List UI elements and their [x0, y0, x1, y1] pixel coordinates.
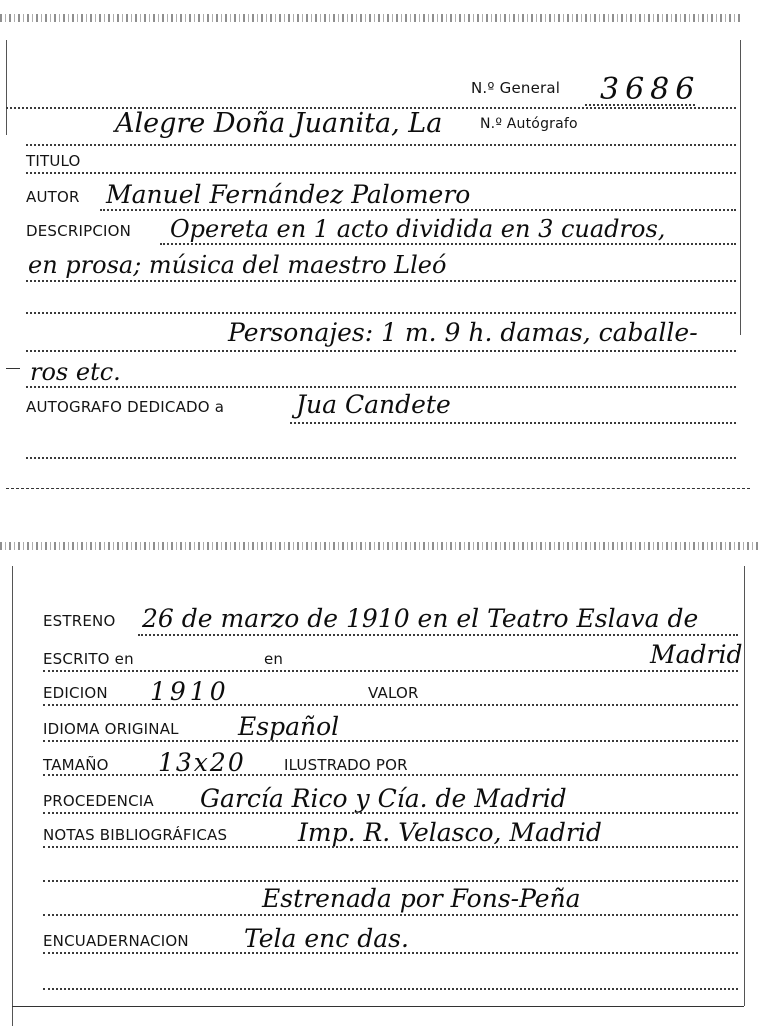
en-label: en	[264, 650, 284, 668]
escrito-value: Madrid	[650, 640, 743, 669]
numero-general-value: 3686	[600, 72, 701, 107]
encuadernacion-value: Tela enc das.	[244, 924, 409, 953]
personajes-line-2: ros etc.	[30, 358, 121, 386]
dedicado-value: Jua Candete	[296, 390, 451, 419]
descripcion-label: DESCRIPCION	[26, 222, 132, 240]
edicion-value: 1910	[150, 677, 230, 706]
personajes-margin-mark	[6, 368, 20, 369]
descripcion-line-2-rule	[26, 280, 736, 282]
card-top-left-border	[6, 40, 7, 135]
tamano-label: TAMAÑO	[43, 756, 109, 774]
procedencia-line	[43, 812, 738, 814]
card-top-edge-noise	[0, 14, 740, 22]
card-bottom-edge-noise	[0, 542, 759, 550]
numero-general-label: N.º General	[471, 79, 561, 97]
dedicado-label: AUTOGRAFO DEDICADO a	[26, 398, 225, 416]
procedencia-value: García Rico y Cía. de Madrid	[200, 784, 567, 813]
notas-label: NOTAS BIBLIOGRÁFICAS	[43, 826, 228, 844]
escrito-label: ESCRITO en	[43, 650, 134, 668]
rule-line-3	[26, 172, 736, 174]
notas-value: Imp. R. Velasco, Madrid	[298, 818, 602, 847]
tamano-line	[43, 774, 738, 776]
numero-general-line	[585, 104, 695, 106]
tamano-value: 13x20	[158, 748, 246, 777]
estreno-value: 26 de marzo de 1910 en el Teatro Eslava de	[142, 604, 699, 633]
autor-line	[100, 209, 736, 211]
valor-label: VALOR	[368, 684, 419, 702]
procedencia-label: PROCEDENCIA	[43, 792, 154, 810]
idioma-label: IDIOMA ORIGINAL	[43, 720, 179, 738]
rule-line-5	[26, 457, 736, 459]
card-top-right-border	[740, 40, 741, 335]
titulo-label: TITULO	[26, 152, 81, 170]
encuadernacion-label: ENCUADERNACION	[43, 932, 189, 950]
rule-line-2	[26, 144, 736, 146]
edicion-label: EDICION	[43, 684, 108, 702]
encuadernacion-line	[43, 952, 738, 954]
dedicado-line	[290, 422, 736, 424]
card-top-bottom-edge	[6, 488, 750, 489]
rule-line-6	[43, 880, 738, 882]
notas-line-2: Estrenada por Fons-Peña	[262, 884, 581, 913]
personajes-line-2-rule	[26, 386, 736, 388]
descripcion-line-1: Opereta en 1 acto dividida en 3 cuadros,	[170, 215, 666, 243]
estreno-line	[138, 634, 738, 636]
personajes-line-1: Personajes: 1 m. 9 h. damas, caballe-	[228, 318, 698, 347]
autor-label: AUTOR	[26, 188, 80, 206]
notas-line-2-rule	[43, 914, 738, 916]
idioma-value: Español	[238, 712, 340, 741]
autografo-label: N.º Autógrafo	[480, 116, 578, 132]
ilustrado-label: ILUSTRADO POR	[284, 756, 408, 774]
autor-value: Manuel Fernández Palomero	[106, 180, 471, 209]
card-bottom-left-border	[12, 566, 13, 1026]
descripcion-line-2: en prosa; música del maestro Lleó	[28, 251, 447, 279]
escrito-line	[43, 670, 738, 672]
card-top	[0, 0, 759, 500]
edicion-line	[43, 704, 738, 706]
card-bottom-right-border	[744, 566, 745, 1006]
notas-line	[43, 846, 738, 848]
personajes-line-1-rule	[26, 350, 736, 352]
card-bottom-bottom-edge	[12, 1006, 744, 1007]
rule-line-7	[43, 988, 738, 990]
descripcion-line-1-rule	[160, 243, 736, 245]
estreno-label: ESTRENO	[43, 612, 116, 630]
titulo-value: Alegre Doña Juanita, La	[115, 108, 443, 139]
idioma-line	[43, 740, 738, 742]
card-bottom	[0, 530, 759, 1028]
rule-line-4	[26, 312, 736, 314]
